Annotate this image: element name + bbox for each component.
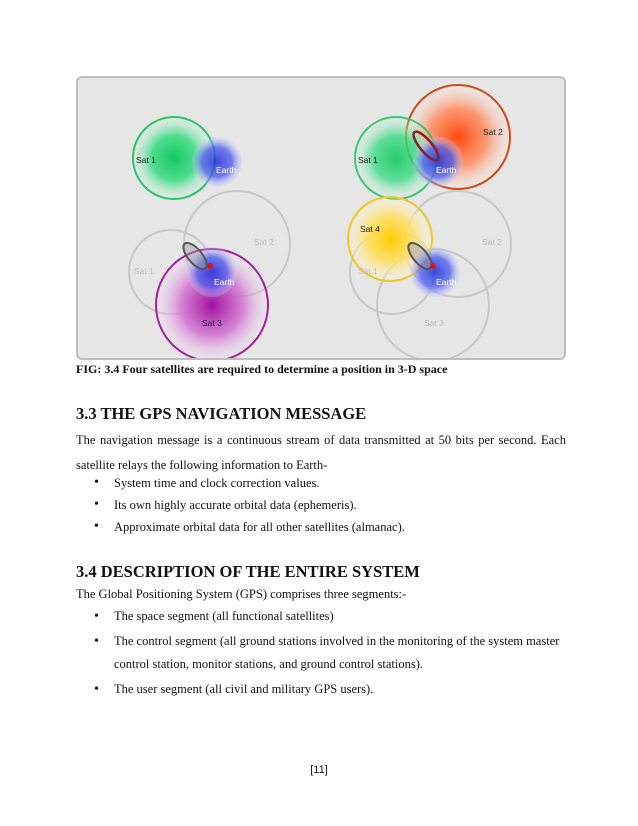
- list-item: • The control segment (all ground stations involved in the monitoring of the system master control station, monitor stations, and ground control stations).: [76, 630, 566, 678]
- sat1-label: Sat 1: [358, 266, 378, 276]
- sat1-label: Sat 1: [134, 266, 154, 276]
- earth-sphere: [192, 137, 242, 187]
- earth-label: Earth: [436, 277, 457, 287]
- gps-satellite-diagram: [78, 78, 564, 358]
- segments-list: [76, 605, 566, 703]
- earth-label: Earth: [436, 165, 457, 175]
- section-heading-navigation-message: 3.3 THE GPS NAVIGATION MESSAGE: [76, 404, 367, 423]
- panel-three-satellites: [129, 191, 290, 358]
- earth-label: Earth: [214, 277, 235, 287]
- navigation-message-paragraph: The navigation message is a continuous stream of data transmitted at 50 bits per second. Each satellite relays the following information to Earth-: [76, 433, 566, 472]
- sat4-label: Sat 4: [360, 224, 380, 234]
- panel-two-satellites: [355, 85, 510, 199]
- earth-label: Earth: [216, 165, 237, 175]
- list-item: • System time and clock correction values.: [76, 472, 566, 494]
- sat2-label: Sat 2: [483, 127, 503, 137]
- figure-caption: FIG: 3.4 Four satellites are required to determine a position in 3-D space: [76, 362, 448, 376]
- position-point: [207, 263, 213, 269]
- sat2-label: Sat 2: [482, 237, 502, 247]
- panel-one-satellite: [133, 117, 242, 199]
- list-item: • Approximate orbital data for all other satellites (almanac).: [76, 516, 566, 538]
- gps-figure: [76, 76, 566, 360]
- sat3-label: Sat 3: [202, 318, 222, 328]
- sat1-label: Sat 1: [358, 155, 378, 165]
- list-item: • The space segment (all functional satellites): [76, 605, 566, 630]
- section-heading-system-description: 3.4 DESCRIPTION OF THE ENTIRE SYSTEM: [76, 562, 420, 581]
- position-point: [430, 263, 436, 269]
- panel-four-satellites: [348, 191, 511, 358]
- sat3-label: Sat 3: [424, 318, 444, 328]
- sat1-label: Sat 1: [136, 155, 156, 165]
- navigation-message-list: [76, 472, 566, 538]
- page-number: [11]: [310, 764, 328, 776]
- sat2-label: Sat 2: [254, 237, 274, 247]
- list-item: • Its own highly accurate orbital data (ephemeris).: [76, 494, 566, 516]
- list-item: • The user segment (all civil and military GPS users).: [76, 678, 566, 703]
- earth-sphere: [413, 137, 463, 187]
- system-description-paragraph: The Global Positioning System (GPS) comprises three segments:-: [76, 587, 407, 601]
